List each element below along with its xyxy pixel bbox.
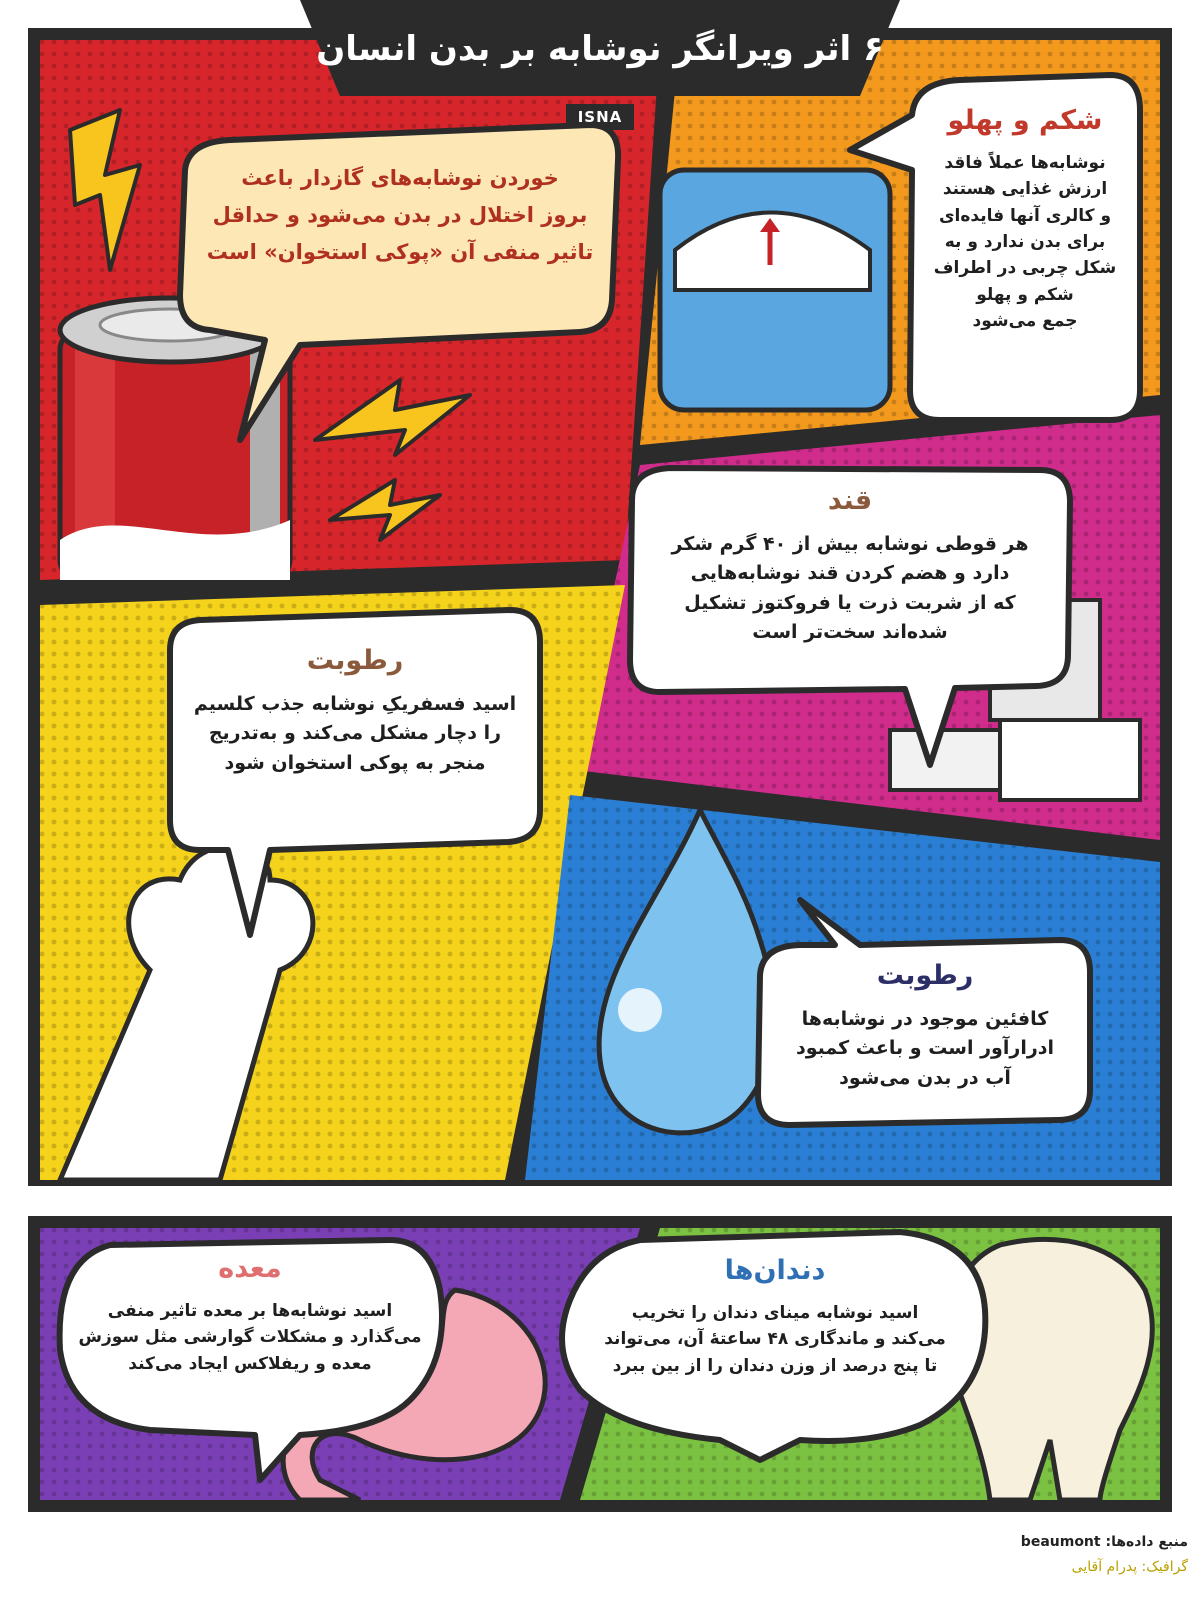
teeth-callout [575,1250,975,1379]
sugar-title: قند [827,485,873,516]
stomach-text: اسید نوشابه‌ها بر معده تاثیر منفی می‌گذارد و مشکلات گوارشی مثل سوزش معده و ریفلاکس ایجاد می‌کند [78,1300,422,1374]
humidity-water-callout [770,955,1080,1093]
teeth-text: اسید نوشابه مینای دندان را تخریب می‌کند و ماندگاری ۴۸ ساعتهٔ آن، می‌تواند تا پنج درصد از وزن دندان را از بین ببرد [604,1302,946,1376]
humidity-bone-title: رطوبت [306,645,404,676]
belly-title: شکم و پهلو [947,105,1103,136]
bones-callout [190,160,610,270]
credits [768,1530,1188,1580]
teeth-title: دندان‌ها [724,1255,826,1286]
stomach-title: معده [218,1253,282,1284]
scale-icon [660,170,890,410]
page-title: ۶ اثر ویرانگر نوشابه بر بدن انسان [316,29,884,69]
humidity-water-title: رطوبت [876,960,974,991]
sugar-text: هر قوطی نوشابه بیش از ۴۰ گرم شکر دارد و هضم کردن قند نوشابه‌هایی که از شربت ذرت یا فروکتوز تشکیل شده‌اند سخت‌تر است [671,532,1029,644]
isna-logo: ISNA [577,108,623,126]
stomach-callout [70,1248,430,1377]
graphic-credit: گرافیک: پدرام آقایی [1071,1559,1188,1575]
belly-text: نوشابه‌ها عملاً فاقد ارزش غذایی هستند و کالری آنها فایده‌ای برای بدن ندارد و به شکل چربی در اطراف شکم و پهلو جمع می‌شود [933,152,1117,331]
bones-callout-text: خوردن نوشابه‌های گازدار باعث بروز اختلال در بدن می‌شود و حداقل تاثیر منفی آن «پوکی استخوان» است [206,166,594,264]
belly-callout [915,100,1135,334]
humidity-bone-callout [180,640,530,778]
humidity-bone-text: اسید فسفریکِ نوشابه جذب کلسیم را دچار مشکل می‌کند و به‌تدریج منجر به پوکی استخوان شود [193,692,517,774]
humidity-water-text: کافئین موجود در نوشابه‌ها ادرارآور است و باعث کمبود آب در بدن می‌شود [795,1007,1055,1089]
sugar-callout [640,480,1060,648]
data-source: منبع داده‌ها: beaumont [1020,1534,1188,1550]
